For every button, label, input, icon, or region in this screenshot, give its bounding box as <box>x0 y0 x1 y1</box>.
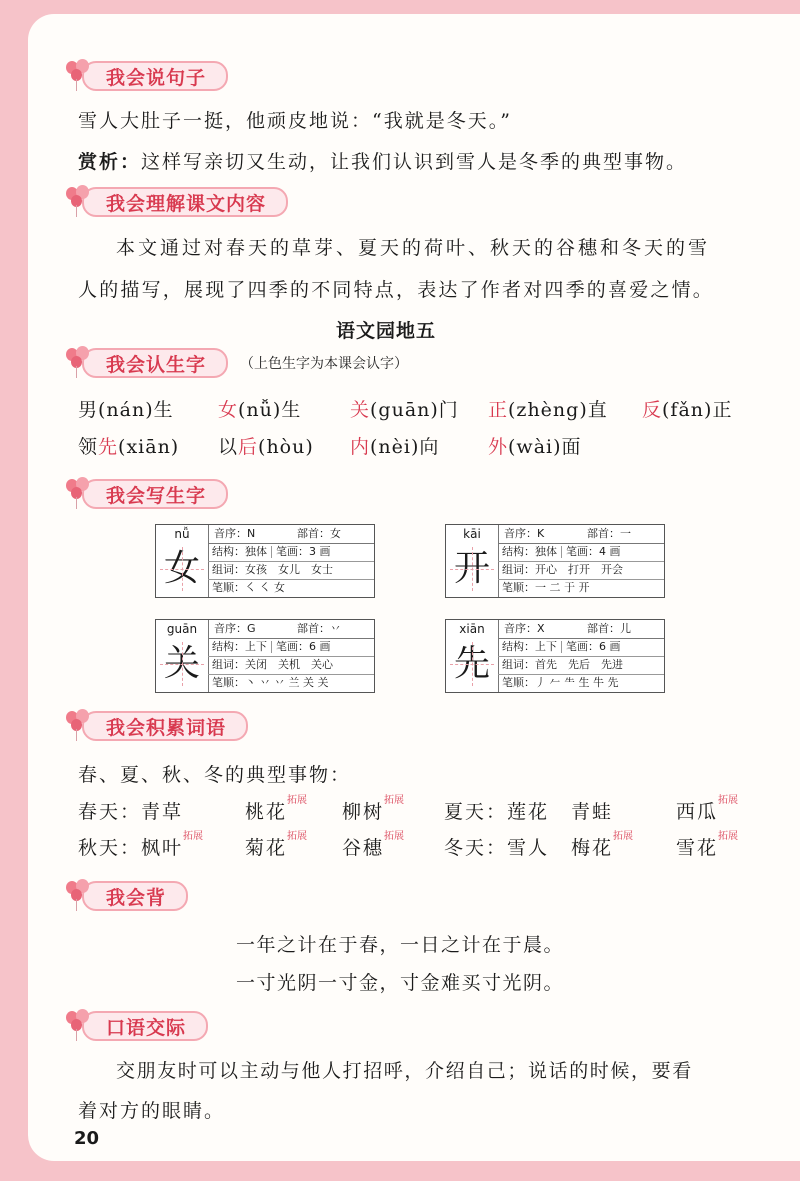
recognize-word: 男(nán)生 <box>78 399 174 421</box>
card-character: 开 <box>446 543 498 595</box>
recite-line-1: 一年之计在于春，一日之计在于晨。 <box>236 934 565 956</box>
recite-line-2: 一寸光阴一寸金，寸金难买寸光阴。 <box>236 972 565 994</box>
card-pinyin: guān <box>166 622 198 636</box>
vocab-item: 菊花$^{拓展}$ <box>245 831 308 859</box>
card-order: 音序：N <box>214 527 256 540</box>
oral-line-1: 交朋友时可以主动与他人打招呼，介绍自己；说话的时候，要看 <box>116 1060 693 1082</box>
card-order: 音序：X <box>504 622 545 635</box>
understanding-line-1: 本文通过对春天的草芽、夏天的荷叶、秋天的谷穗和冬天的雪 <box>116 237 711 259</box>
section-label: 口语交际 <box>82 1011 208 1041</box>
balloon-icon <box>64 709 94 743</box>
card-sequence: 笔顺：丶 丷 丷 兰 关 关 <box>212 676 329 689</box>
vocab-item: 雪花$^{拓展}$ <box>676 831 739 859</box>
card-order: 音序：G <box>214 622 256 635</box>
card-words: 组词：首先 先后 先进 <box>498 656 664 675</box>
garden-title: 语文园地五 <box>335 320 436 342</box>
section-label: 我会认生字 <box>82 348 228 378</box>
vocab-item: 谷穗$^{拓展}$ <box>342 831 405 859</box>
section-title-speak-sentences <box>64 62 228 90</box>
recognize-word: 正(zhèng)直 <box>488 399 608 421</box>
vocab-item: 桃花$^{拓展}$ <box>245 795 308 823</box>
vocab-item: 柳树$^{拓展}$ <box>342 795 405 823</box>
card-structure-row: 结构：独体 笔画：4 画 <box>498 543 664 562</box>
balloon-icon <box>64 477 94 511</box>
char-card-kai <box>445 524 665 598</box>
card-pinyin: kāi <box>463 527 481 541</box>
vocab-item: 青蛙 <box>571 801 614 823</box>
balloon-icon <box>64 879 94 913</box>
analysis-label: 赏析： <box>78 151 142 173</box>
char-card-guan <box>155 619 375 693</box>
recognize-word: 反(fǎn)正 <box>642 399 733 421</box>
section-label: 我会背 <box>82 881 188 911</box>
card-structure-row: 结构：上下 笔画：6 画 <box>208 638 374 657</box>
vocab-item: 梅花$^{拓展}$ <box>571 831 634 859</box>
card-words: 组词：开心 打开 开会 <box>498 561 664 580</box>
section-title-understand <box>64 188 288 216</box>
card-character: 先 <box>446 638 498 690</box>
section-label: 我会写生字 <box>82 479 228 509</box>
card-radical: 部首：丷 <box>297 622 341 635</box>
card-pinyin: xiān <box>459 622 485 636</box>
card-words: 组词：关闭 关机 关心 <box>208 656 374 675</box>
vocab-item: 秋天：枫叶$^{拓展}$ <box>78 831 204 859</box>
card-words: 组词：女孩 女儿 女士 <box>208 561 374 580</box>
card-character: 关 <box>156 638 208 690</box>
card-radical: 部首：女 <box>297 527 341 540</box>
section-label: 我会说句子 <box>82 61 228 91</box>
char-card-nv <box>155 524 375 598</box>
card-pinyin: nǚ <box>174 527 190 541</box>
balloon-icon <box>64 346 94 380</box>
card-structure-row: 结构：独体 笔画：3 画 <box>208 543 374 562</box>
card-sequence: 笔顺：丿 𠂉 ⺧ 生 牛 先 <box>502 676 619 689</box>
section-title-recite <box>64 882 188 910</box>
section-title-accumulate <box>64 712 248 740</box>
recognize-word: 女(nǚ)生 <box>218 399 302 421</box>
vocab-item: 春天：青草 <box>78 801 184 823</box>
vocab-item: 夏天：莲花 <box>444 801 550 823</box>
recognize-word: 以后(hòu) <box>218 436 314 458</box>
recognize-word: 内(nèi)向 <box>350 436 440 458</box>
vocab-item: 冬天：雪人 <box>444 837 550 859</box>
recognize-word: 关(guān)门 <box>350 399 459 421</box>
section-title-oral <box>64 1012 208 1040</box>
understanding-line-2: 人的描写，展现了四季的不同特点，表达了作者对四季的喜爱之情。 <box>78 279 715 301</box>
section-title-recognize <box>64 349 408 377</box>
card-sequence: 笔顺：一 二 于 开 <box>502 581 590 594</box>
oral-line-2: 着对方的眼睛。 <box>78 1100 226 1122</box>
vocab-item: 西瓜$^{拓展}$ <box>676 795 739 823</box>
page-number: 20 <box>74 1128 100 1149</box>
recognize-word: 领先(xiān) <box>78 436 180 458</box>
section-label: 我会积累词语 <box>82 711 248 741</box>
balloon-icon <box>64 185 94 219</box>
card-order: 音序：K <box>504 527 545 540</box>
analysis-line <box>78 147 687 174</box>
section-note: （上色生字为本课会认字） <box>240 356 409 372</box>
card-radical: 部首：儿 <box>587 622 631 635</box>
card-character: 女 <box>156 543 208 595</box>
section-label: 我会理解课文内容 <box>82 187 288 217</box>
balloon-icon <box>64 59 94 93</box>
card-structure-row: 结构：上下 笔画：6 画 <box>498 638 664 657</box>
sentence-line: 雪人大肚子一挺，他顽皮地说：“我就是冬天。” <box>78 110 512 132</box>
char-card-xian <box>445 619 665 693</box>
card-radical: 部首：一 <box>587 527 631 540</box>
analysis-text: 这样写亲切又生动，让我们认识到雪人是冬季的典型事物。 <box>141 151 688 173</box>
section-title-write <box>64 480 228 508</box>
recognize-word: 外(wài)面 <box>488 436 582 458</box>
balloon-icon <box>64 1009 94 1043</box>
accumulate-intro: 春、夏、秋、冬的典型事物： <box>78 764 352 786</box>
card-sequence: 笔顺：㇛ ㇛ 女 <box>212 581 285 594</box>
